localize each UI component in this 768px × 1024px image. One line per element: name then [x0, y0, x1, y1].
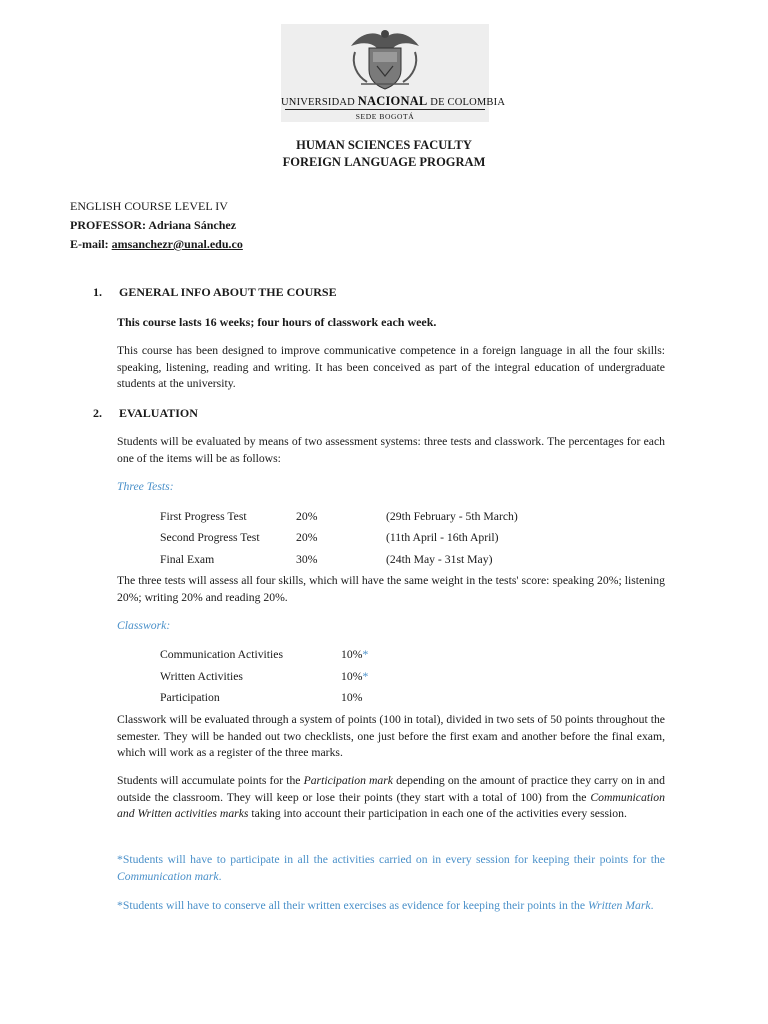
section-1-number: 1. — [93, 285, 102, 299]
classwork-name: Communication Activities — [160, 648, 284, 661]
test-percent: 20% — [296, 510, 318, 523]
evaluation-intro: Students will be evaluated by means of two assessment systems: three tests and classwork. The percentages for each one of the items will be as follows: — [117, 435, 665, 465]
test-name: Second Progress Test — [160, 531, 260, 544]
test-percent: 30% — [296, 553, 318, 566]
email-link[interactable]: amsanchezr@unal.edu.co — [111, 237, 243, 251]
classwork-percent: 10%* — [341, 648, 369, 661]
professor-line: PROFESSOR: Adriana Sánchez — [70, 218, 237, 232]
section-1-title: GENERAL INFO ABOUT THE COURSE — [119, 285, 337, 299]
email-label: E-mail: — [70, 237, 109, 251]
section-1-paragraph: This course has been designed to improve communicative competence in a foreign language in all the four skills: speaking, listening, reading and writing. It has been conceived as part of the integral education of undergraduate students at the university. — [117, 344, 665, 390]
test-name: First Progress Test — [160, 510, 247, 523]
email-line — [70, 237, 243, 252]
logo-university-name: UNIVERSIDAD NACIONAL DE COLOMBIA — [281, 94, 506, 108]
asterisk-mark: * — [362, 670, 369, 683]
asterisk-mark: * — [362, 648, 369, 661]
written-footnote: *Students will have to conserve all their written exercises as evidence for keeping their points in the Written Mark. — [117, 899, 654, 912]
logo-campus: SEDE BOGOTÁ — [355, 112, 415, 121]
section-2-title: EVALUATION — [119, 406, 198, 420]
communication-footnote: *Students will have to participate in all the activities carried on in every session for keeping their points for the Communication mark. — [117, 853, 665, 883]
classwork-name: Participation — [160, 691, 220, 704]
logo-divider — [285, 109, 485, 110]
section-2-number: 2. — [93, 406, 102, 420]
test-dates: (29th February - 5th March) — [386, 510, 518, 523]
participation-paragraph: Students will accumulate points for the Participation mark depending on the amount of practice they carry on in and outside the classroom. They will keep or lose their points (they start with a total of 100) from the Communication and Written activities marks taking into account their participation in each one of the activities every session. — [117, 774, 665, 820]
classwork-name: Written Activities — [160, 670, 243, 683]
faculty-heading: HUMAN SCIENCES FACULTY — [296, 138, 472, 152]
classwork-percent: 10% — [341, 691, 363, 704]
tests-note: The three tests will assess all four skills, which will have the same weight in the tests' score: speaking 20%; listening 20%; writing 20% and reading 20%. — [117, 574, 665, 604]
classwork-percent: 10%* — [341, 670, 369, 683]
three-tests-label: Three Tests: — [117, 480, 174, 493]
test-dates: (11th April - 16th April) — [386, 531, 499, 544]
test-percent: 20% — [296, 531, 318, 544]
test-dates: (24th May - 31st May) — [386, 553, 493, 566]
test-name: Final Exam — [160, 553, 215, 566]
classwork-note: Classwork will be evaluated through a system of points (100 in total), divided in two sets of 50 points throughout the semester. They will be handed out two checklists, one just before the first exam and another before the final exam, which will work as a register of the three marks. — [117, 713, 665, 759]
program-heading: FOREIGN LANGUAGE PROGRAM — [282, 155, 486, 169]
classwork-label: Classwork: — [117, 619, 171, 632]
section-1-subtitle: This course lasts 16 weeks; four hours of classwork each week. — [117, 315, 437, 329]
course-title: ENGLISH COURSE LEVEL IV — [70, 199, 228, 213]
coat-of-arms-icon — [281, 24, 489, 94]
university-logo — [281, 24, 506, 122]
